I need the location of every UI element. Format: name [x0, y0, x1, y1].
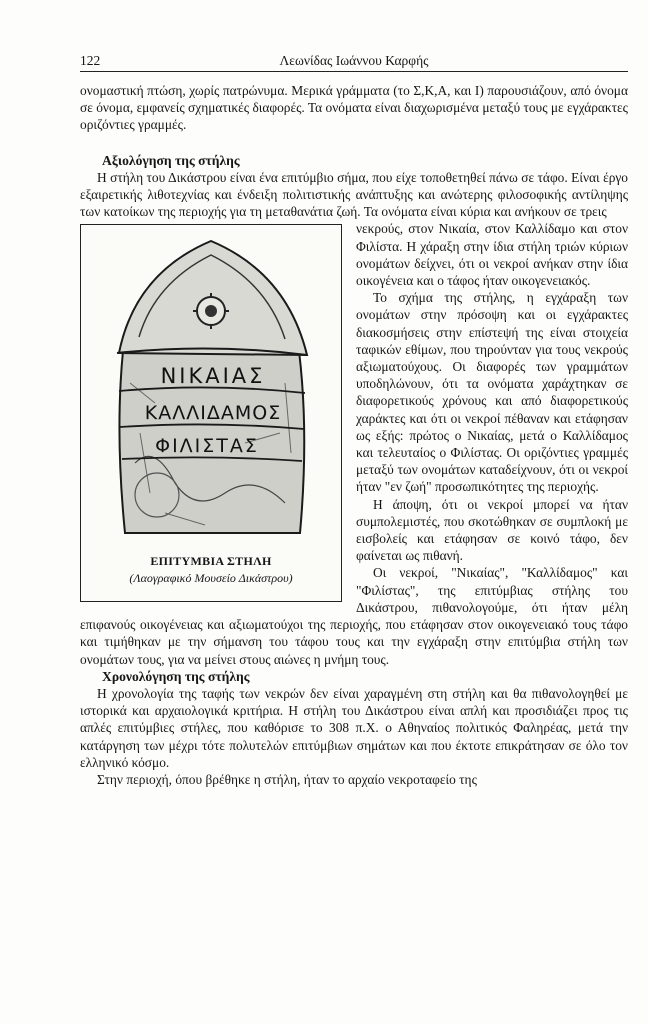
paragraph: Η άποψη, ότι οι νεκροί μπορεί να ήταν συμπολεμιστές, που σκοτώθηκαν σε συμπλοκή με εισβολείς και ετάφησαν σε κοινό τάφο, δεν φαίνεται ως πιθανή.	[356, 496, 628, 564]
stele-figure	[80, 224, 342, 602]
running-title: Λεωνίδας Ιωάννου Καρφής	[279, 53, 429, 68]
paragraph: Οι νεκροί, "Νικαίας", "Καλλίδαμος" και "Φιλίστας", της επιτύμβιας στήλης του Δικάστρου, πιθανολογούμε, ότι ήταν μέλη επιφανούς οικογένειας και αξιωματούχοι της περιοχής, που ετάφησαν στον οικογενειακό τους τάφο και τιμήθηκαν με την σήμανση του τάφου τους και την εγχάραξη στην επιτύμβια στήλη των ονομάτων τους, για να μείνει στους αιώνες η μνήμη τους.	[80, 565, 628, 667]
figure-caption-title: ΕΠΙΤΥΜΒΙΑ ΣΤΗΛΗ	[150, 554, 272, 569]
paragraph: Στην περιοχή, όπου βρέθηκε η στήλη, ήταν το αρχαίο νεκροταφείο της	[97, 771, 477, 787]
inscription-line-3: ΦΙΛΙΣΤΑΣ	[155, 435, 259, 458]
paragraph: Η στήλη του Δικάστρου είναι ένα επιτύμβιο σήμα, που είχε τοποθετηθεί πάνω σε τάφο. Είναι έργο εξαιρετικής λιθοτεχνίας και ένδειξη πολιτιστικής ανάπτυξης και ανώτερης φιλοσοφικής αντίληψης των κατοίκων της περιοχής για τη μεταθανάτια ζωή. Τα ονόματα είναι κύρια και ανήκουν σε τρεις	[80, 169, 628, 220]
paragraph: νεκρούς, στον Νικαία, στον Καλλίδαμο και στον Φιλίστα. Η χάραξη στην ίδια στήλη τριών κύριων ονομάτων δείχνει, ότι οι νεκροί ανήκαν στην ίδια οικογένεια και ο τάφος ήταν οικογενειακός.	[356, 221, 628, 289]
page-header	[80, 49, 628, 72]
paragraph: Η χρονολογία της ταφής των νεκρών δεν είναι χαραγμένη στη στήλη και θα πιθανολογηθεί με ιστορικά και αρχαιολογικά κριτήρια. Η στήλη του Δικάστρου είναι απλή και προσιδιάζει προς τις απλές επιτύμβιες στήλες, που καθόρισε το 308 π.Χ. ο Αθηναίος πολιτικός Φαληρέας, μετά την κατάργηση των μέχρι τότε πολυτελών επιτύμβιων σημάτων και που έκτοτε επικράτησαν σε όλο τον ελληνικό κόσμο.	[80, 685, 628, 770]
page-number: 122	[80, 53, 101, 68]
stele-drawing	[95, 233, 327, 549]
section-heading-dating: Χρονολόγηση της στήλης	[102, 668, 250, 684]
paragraph: Το σχήμα της στήλης, η εγχάραξη των ονομάτων στην πρόσοψη και οι εγχάρακτες διακοσμήσεις στην επίστεψή της είναι στοιχεία ταφικών εθίμων, που τηρούνταν για τους νεκρούς αξιωματούχους. Οι διαφορές των γραμμάτων υποδηλώνουν, ότι τα ονόματα χαράχτηκαν σε διαφορετικούς χρόνους και από διαφορετικούς χαράκτες και ότι οι νεκροί πέθαναν και ετάφησαν ως εξής: πρώτος ο Νικαίας, μετά ο Καλλίδαμος και τελευταίος ο Φιλίστας. Οι οριζόντιες γραμμές μεταξύ των ονομάτων καταδείχνουν, ότι οι νεκροί ήταν "εν ζωή" προσωπικότητες της περιοχής.	[356, 290, 628, 495]
inscription-line-2: ΚΑΛΛΙΔΑΜΟΣ	[144, 402, 282, 425]
inscription-line-1: ΝΙΚΑΙΑΣ	[160, 364, 266, 389]
section-heading-evaluation: Αξιολόγηση της στήλης	[102, 152, 240, 168]
body-text	[80, 82, 628, 788]
figure-caption-source: (Λαογραφικό Μουσείο Δικάστρου)	[129, 571, 293, 586]
intro-paragraph: ονομαστική πτώση, χωρίς πατρώνυμα. Μερικά γράμματα (το Σ,Κ,Α, και Ι) παρουσιάζουν, από όνομα σε όνομα, εμφανείς σχηματικές διαφορές. Τα ονόματα είναι διαχωρισμένα μεταξύ τους με εγχάρακτες οριζόντιες γραμμές.	[80, 83, 628, 133]
